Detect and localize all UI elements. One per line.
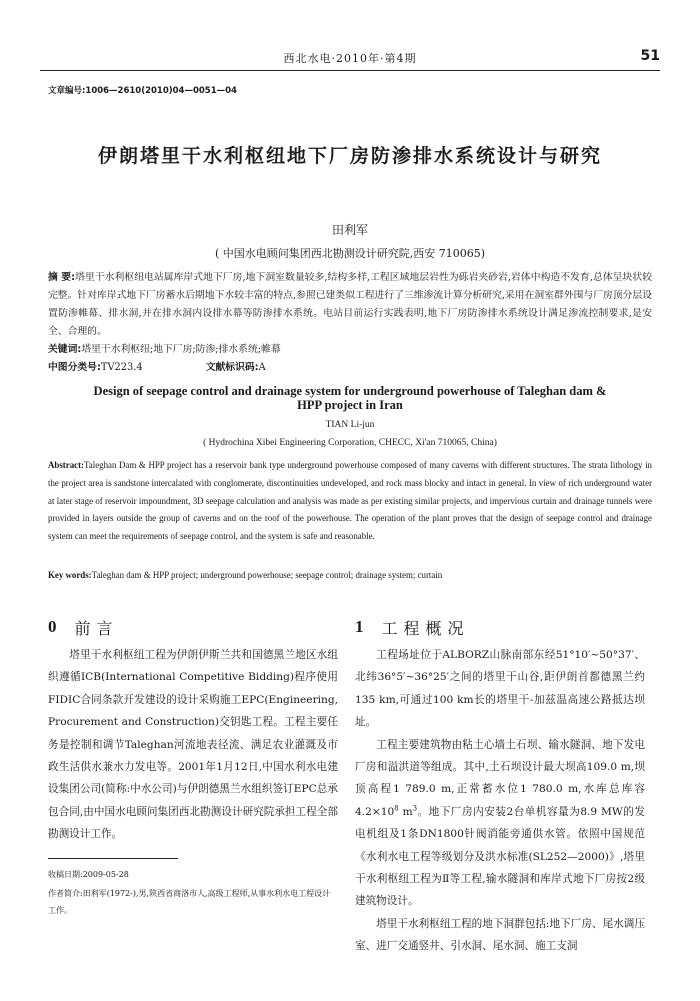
section-heading-0: [48, 610, 338, 644]
affiliation-english: ( Hydrochina Xibei Engineering Corporation, CHECC, Xi'an 710065, China): [203, 438, 497, 448]
keywords-label-en: Key words:: [48, 570, 92, 580]
author-english: TIAN Li-jun: [325, 420, 375, 430]
keywords-text-cn: 塔里干水利枢纽;地下厂房;防渗;排水系统;帷幕: [81, 344, 281, 355]
footnote-author-bio: 作者简介:田利军(1972-),男,陕西省商洛市人,高级工程师,从事水利水电工程设计工作。: [48, 889, 331, 915]
title-english: Design of seepage control and drainage system for underground powerhouse of Taleghan dam & HPP project in Iran: [93, 384, 607, 412]
journal-name: 西北水电·2010年·第4期: [283, 52, 417, 65]
keywords-chinese: [48, 341, 652, 359]
para2-part-b: m: [398, 805, 413, 818]
unit-exponent: 3: [412, 804, 418, 813]
author-chinese: 田利军: [331, 223, 368, 237]
article-number: 文章编号:1006—2610(2010)04—0051—04: [48, 86, 237, 96]
section-title-0: 前言: [74, 618, 119, 638]
footnote-divider: [48, 858, 178, 859]
running-header: [40, 48, 660, 71]
doc-code-value: A: [258, 362, 266, 373]
section-1-paragraph-3: 塔里干水利枢纽工程的地下洞群包括:地下厂房、尾水调压室、进厂交通竖井、引水洞、尾水洞、施工支洞: [355, 917, 645, 953]
title-chinese: 伊朗塔里干水利枢纽地下厂房防渗排水系统设计与研究: [97, 145, 602, 167]
section-heading-1: [355, 610, 645, 644]
abstract-label-cn: 摘 要:: [48, 272, 76, 283]
keywords-english: [48, 567, 652, 585]
section-title-1: 工程概况: [381, 618, 470, 638]
abstract-label-en: Abstract:: [48, 460, 84, 470]
classification-line: [48, 359, 652, 377]
affiliation-chinese: ( 中国水电顾问集团西北勘测设计研究院,西安 710065): [214, 247, 486, 260]
section-1-paragraph-2: [355, 734, 645, 913]
section-number-1: 1: [355, 617, 364, 636]
abstract-text-cn: 塔里干水利枢纽电站属库岸式地下厂房,地下洞室数量较多,结构多样,工程区域地层岩性为砾岩夹砂岩,岩体中构造不发育,总体呈块状较完整。针对库岸式地下厂房蓄水后期地下水较丰富的特点,参照已建类似工程进行了三维渗流计算分析研究,采用在洞室群外围与厂房顶分层设置防渗帷幕、排水洞,并在排水洞内设排水幕等防渗排水系统。电站目前运行实践表明,地下厂房防渗排水系统设计满足渗流控制要求,是安全、合理的。: [48, 272, 652, 337]
keywords-text-en: Taleghan dam & HPP project; underground powerhouse; seepage control; drainage system; curtain: [91, 570, 443, 580]
section-0-paragraph: 塔里干水利枢纽工程为伊朗伊斯兰共和国德黑兰地区水组织遵循ICB(International Competitive Bidding)程序使用FIDIC合同条款开发建设的设计采购施工EPC(Engineering, Procurement and Construction)交钥匙工程。工程主要任务是控制和调节Taleghan河流地表径流、满足农业灌溉及市政生活供水兼水力发电等。2001年1月12日,中国水利水电建设集团公司(简称:中水公司)与伊朗德黑兰水组织签订EPC总承包合同,由中国水电顾问集团西北勘测设计研究院承担工程全部勘测设计工作。: [48, 649, 338, 841]
column-left: [48, 610, 338, 846]
abstract-chinese: [48, 269, 652, 341]
abstract-english: [48, 457, 652, 546]
abstract-text-en: Taleghan Dam & HPP project has a reservoir bank type underground powerhouse composed of many caverns with different structures. The strata lithology in the project area is sandstone intercalated with conglomerate, discontinuities undeveloped, and rock mass blocky and intact in general. In view of rich underground water at later stage of reservoir impoundment, 3D seepage calculation and analysis was made as per existing similar projects, and impervious curtain and drainage tunnels were provided in layers outside the group of caverns and on the roof of the powerhouse. The operation of the plant proves that the design of seepage control and drainage system can meet the requirements of seepage control, and the system is safe and reasonable.: [48, 460, 652, 542]
footnote-received: 收稿日期:2009-05-28: [48, 870, 129, 879]
clc-value: TV223.4: [100, 362, 143, 373]
clc-label: 中图分类号:: [48, 362, 101, 373]
doc-code-label: 文献标识码:: [205, 362, 259, 373]
section-number-0: 0: [48, 617, 57, 636]
para2-part-a: 工程主要建筑物由粘土心墙土石坝、输水隧洞、地下发电厂房和溢洪道等组成。其中,土石坝设计最大坝高109.0 m,坝顶高程1 789.0 m,正常蓄水位1 780.0 m,水库总库容4.2×10: [355, 738, 645, 818]
page-number: 51: [640, 48, 660, 64]
para2-part-c: 。地下厂房内安装2台单机容量为8.9 MW的发电机组及1条DN1800针阀消能旁通供水管。依照中国规范《水利水电工程等级划分及洪水标准(SL252—2000)》,塔里干水利枢纽工程为Ⅱ等工程,输水隧洞和库岸式地下厂房按2级建筑物设计。: [355, 805, 645, 908]
keywords-label-cn: 关键词:: [48, 344, 82, 355]
column-right: [355, 610, 645, 958]
section-1-paragraph-1: 工程场址位于ALBORZ山脉南部东经51°10′~50°37′、北纬36°5′~36°25′之间的塔里干山谷,距伊朗首都德黑兰约135 km,可通过100 km长的塔里干-加兹温高速公路抵达坝址。: [355, 649, 645, 729]
capacity-exponent: 8: [394, 804, 399, 813]
